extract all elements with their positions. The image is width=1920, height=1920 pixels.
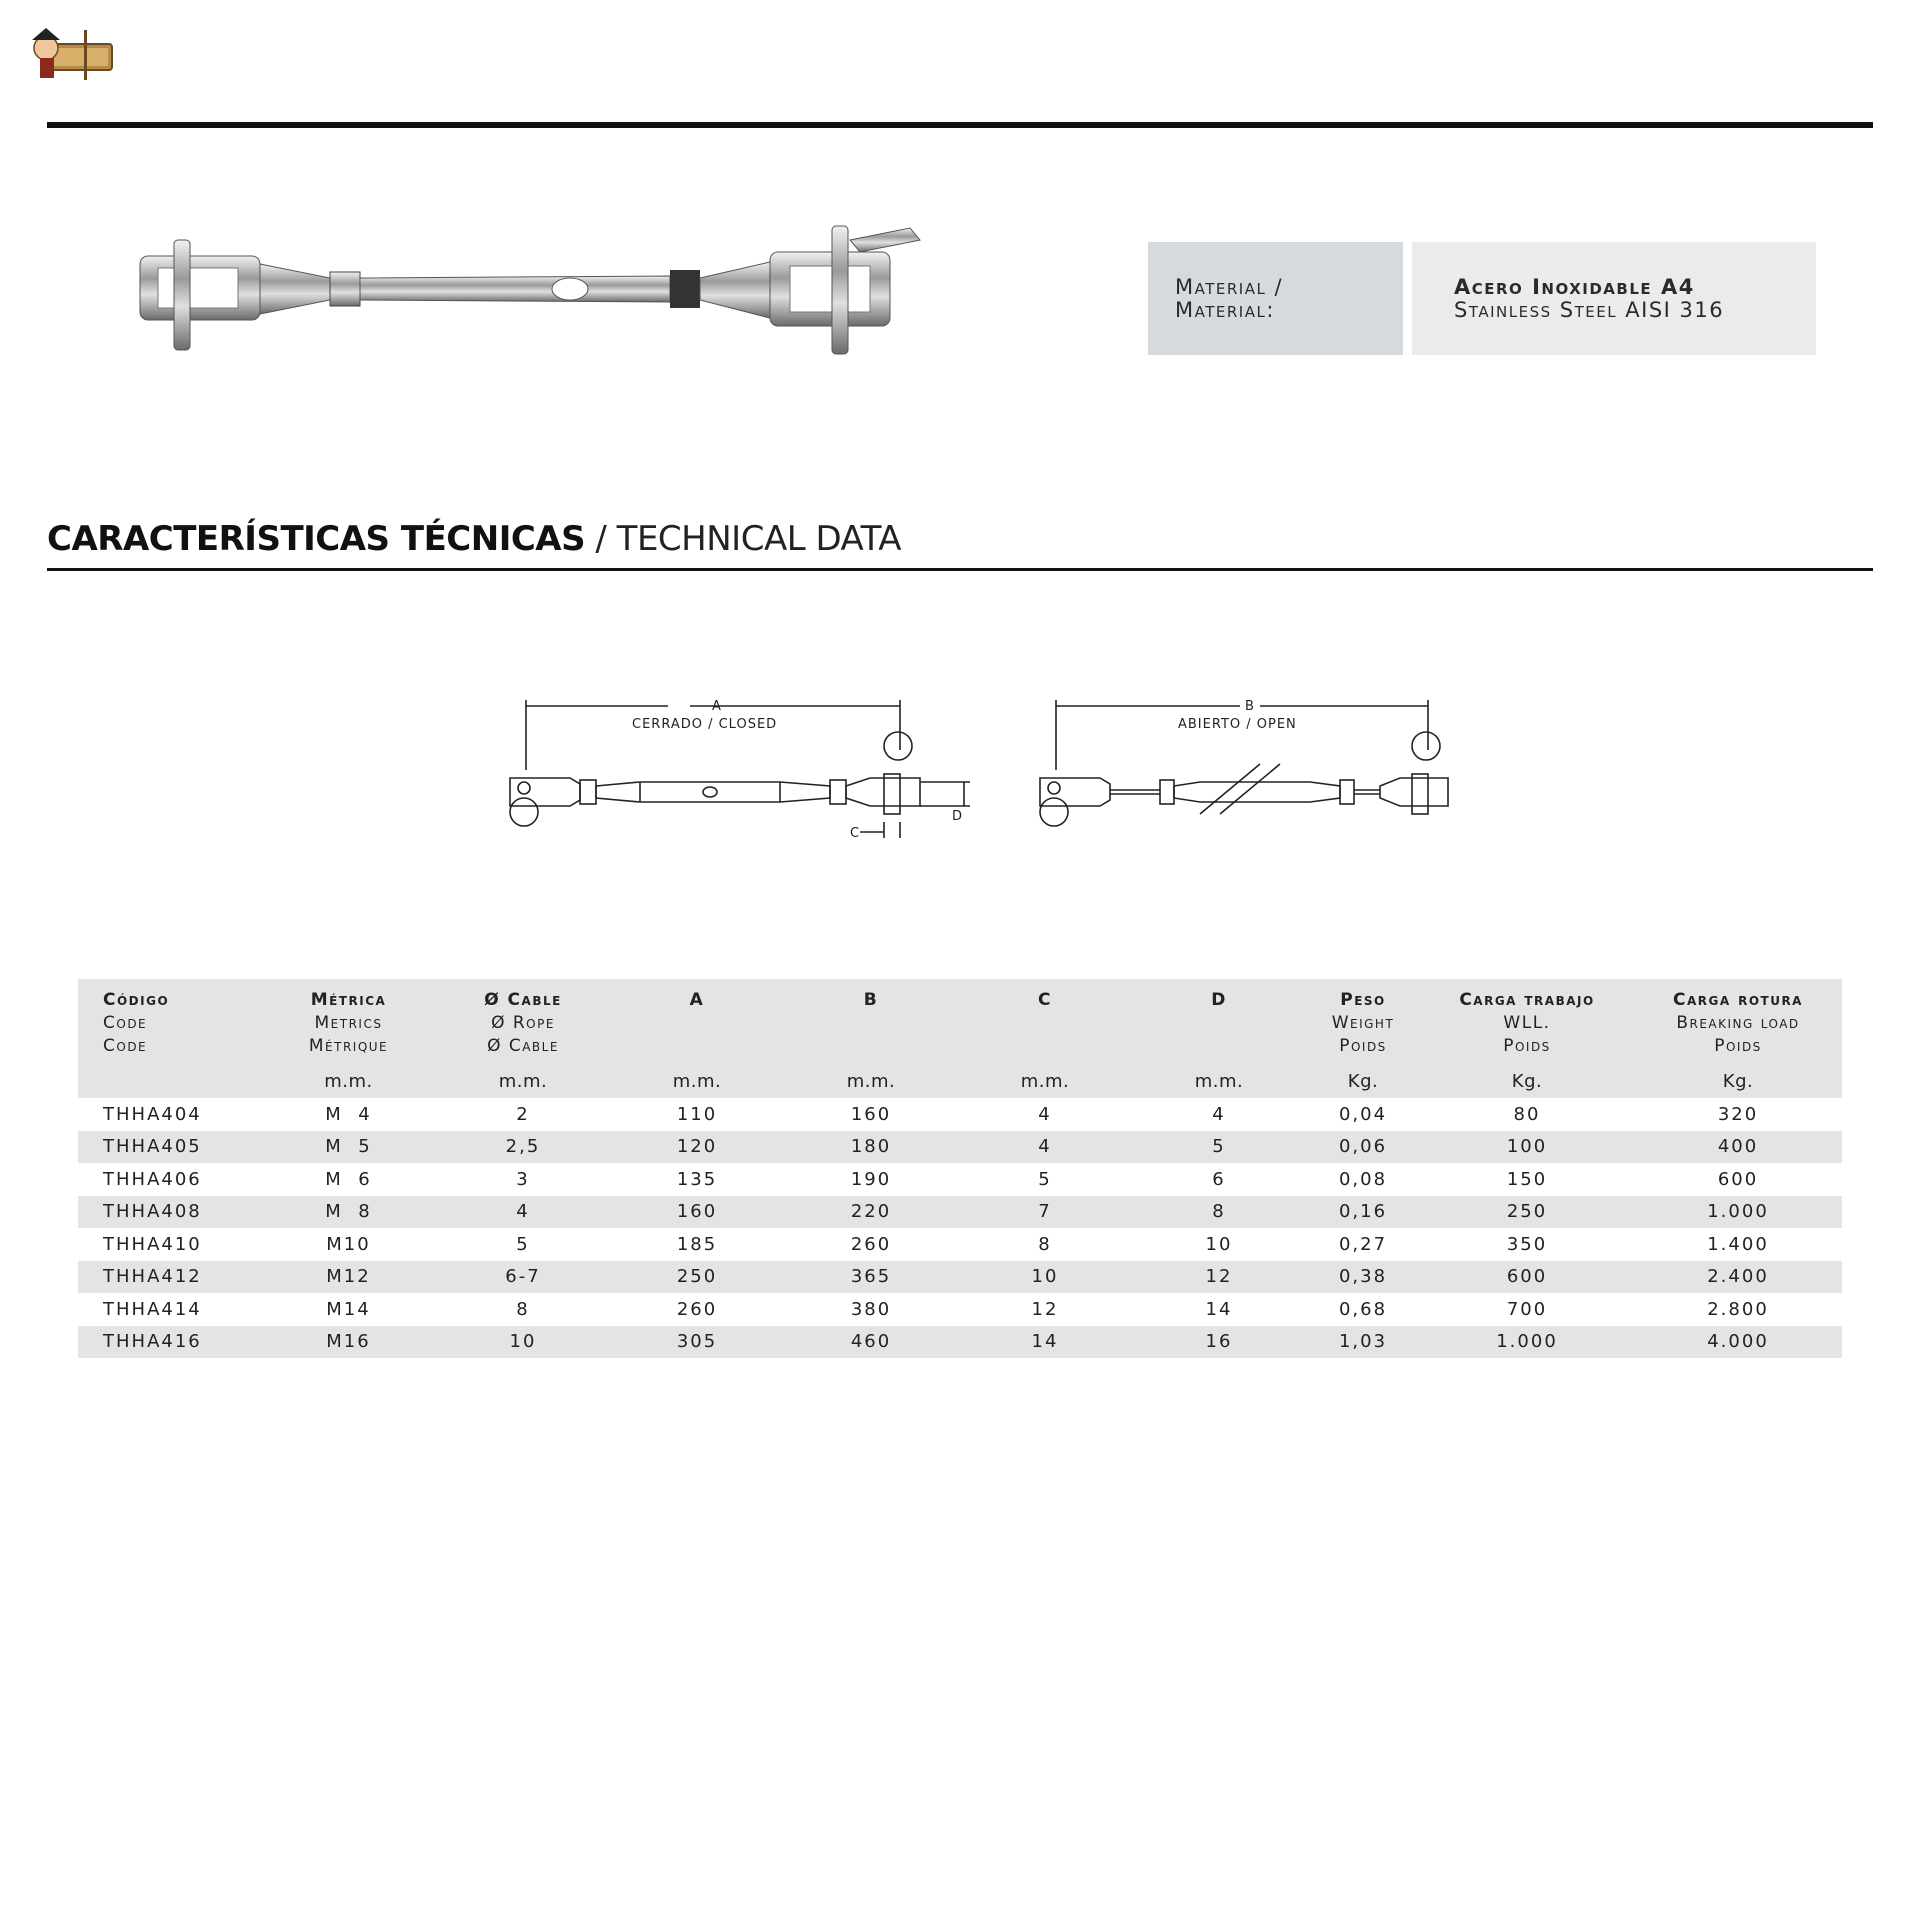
column-header-line: Código bbox=[103, 990, 170, 1010]
table-cell: 1,03 bbox=[1306, 1326, 1420, 1359]
table-cell: 700 bbox=[1506, 1298, 1548, 1320]
table-cell: 190 bbox=[850, 1168, 892, 1190]
table-row bbox=[78, 1326, 1842, 1359]
table-row bbox=[78, 1196, 1842, 1229]
table-cell: THHA410 bbox=[103, 1233, 202, 1255]
table-cell: 2.800 bbox=[1707, 1298, 1769, 1320]
material-value-box bbox=[1412, 242, 1816, 355]
column-header bbox=[1634, 979, 1842, 1058]
table-cell: 400 bbox=[1634, 1131, 1842, 1164]
column-header-line: Breaking load bbox=[1676, 1013, 1800, 1033]
column-header-line bbox=[784, 1035, 958, 1058]
column-header-line: Peso bbox=[1340, 990, 1386, 1010]
table-cell: 3 bbox=[516, 1168, 530, 1190]
column-header-line bbox=[958, 1012, 1132, 1035]
diagram-label-c: C bbox=[850, 826, 861, 841]
table-cell: 150 bbox=[1506, 1168, 1548, 1190]
column-header-line: Poids bbox=[1503, 1036, 1551, 1056]
table-cell: 12 bbox=[1031, 1298, 1059, 1320]
diagram-label-open: ABIERTO / OPEN bbox=[1178, 717, 1297, 732]
column-header bbox=[436, 979, 610, 1058]
table-cell: 1.000 bbox=[1634, 1196, 1842, 1229]
column-header-line bbox=[958, 1035, 1132, 1058]
column-unit: m.m. bbox=[958, 1058, 1132, 1098]
table-cell: 0,06 bbox=[1306, 1131, 1420, 1164]
table-cell: 12 bbox=[1132, 1261, 1306, 1294]
table-cell: M14 bbox=[326, 1298, 371, 1320]
brand-logo bbox=[28, 22, 114, 84]
table-cell: M16 bbox=[261, 1326, 436, 1359]
column-header-line: Métrique bbox=[308, 1036, 389, 1056]
table-row bbox=[78, 1163, 1842, 1196]
table-cell: 600 bbox=[1420, 1261, 1634, 1294]
table-cell: M 8 bbox=[261, 1196, 436, 1229]
table-cell: M10 bbox=[326, 1233, 371, 1255]
column-unit: Kg. bbox=[1634, 1058, 1842, 1098]
table-cell: 5 bbox=[516, 1233, 530, 1255]
table-cell: THHA406 bbox=[103, 1168, 202, 1190]
table-cell: 16 bbox=[1132, 1326, 1306, 1359]
column-header-line: Metrics bbox=[314, 1013, 383, 1033]
table-cell: 100 bbox=[1420, 1131, 1634, 1164]
column-unit: Kg. bbox=[1306, 1058, 1420, 1098]
column-header-line: Ø Cable bbox=[484, 990, 562, 1010]
table-row bbox=[78, 1098, 1842, 1131]
column-header-line: Poids bbox=[1339, 1036, 1387, 1056]
diagram-label-d: D bbox=[952, 809, 964, 824]
column-header-line: Code bbox=[103, 1036, 148, 1056]
column-unit: m.m. bbox=[610, 1058, 784, 1098]
table-cell: THHA414 bbox=[103, 1298, 202, 1320]
column-unit: m.m. bbox=[261, 1058, 436, 1098]
table-cell: 365 bbox=[784, 1261, 958, 1294]
column-header bbox=[1306, 979, 1420, 1058]
table-cell: 180 bbox=[784, 1131, 958, 1164]
column-header-line: B bbox=[863, 990, 879, 1010]
table-cell: 135 bbox=[676, 1168, 718, 1190]
table-cell: 8 bbox=[1132, 1196, 1306, 1229]
column-header-line bbox=[784, 1012, 958, 1035]
column-header bbox=[610, 979, 784, 1058]
material-label-en: Material: bbox=[1175, 298, 1275, 322]
table-cell: 14 bbox=[958, 1326, 1132, 1359]
table-cell: THHA404 bbox=[103, 1103, 202, 1125]
table-cell: M 4 bbox=[325, 1103, 372, 1125]
table-cell: 2.400 bbox=[1634, 1261, 1842, 1294]
column-header-line: Code bbox=[103, 1013, 148, 1033]
column-unit: m.m. bbox=[436, 1058, 610, 1098]
material-value-en: Stainless Steel AISI 316 bbox=[1454, 298, 1725, 322]
table-cell: 0,27 bbox=[1338, 1233, 1388, 1255]
table-cell: 160 bbox=[610, 1196, 784, 1229]
table-cell: 220 bbox=[784, 1196, 958, 1229]
column-header-line: Carga trabajo bbox=[1459, 990, 1595, 1010]
table-cell: 8 bbox=[516, 1298, 530, 1320]
table-cell: 4 bbox=[958, 1131, 1132, 1164]
table-cell: 110 bbox=[676, 1103, 718, 1125]
table-cell: 6-7 bbox=[436, 1261, 610, 1294]
table-cell: 600 bbox=[1717, 1168, 1759, 1190]
column-header-line: Weight bbox=[1331, 1013, 1395, 1033]
table-cell: 320 bbox=[1717, 1103, 1759, 1125]
column-header-line: Poids bbox=[1714, 1036, 1762, 1056]
table-row bbox=[78, 1261, 1842, 1294]
column-header-line: A bbox=[689, 990, 705, 1010]
column-unit: Kg. bbox=[1420, 1058, 1634, 1098]
table-cell: 0,38 bbox=[1306, 1261, 1420, 1294]
table-row bbox=[78, 1131, 1842, 1164]
table-cell: 2,5 bbox=[436, 1131, 610, 1164]
column-unit: m.m. bbox=[784, 1058, 958, 1098]
table-cell: 4 bbox=[436, 1196, 610, 1229]
diagram-label-closed: CERRADO / CLOSED bbox=[632, 717, 778, 732]
table-cell: 4 bbox=[1212, 1103, 1226, 1125]
table-cell: 1.000 bbox=[1420, 1326, 1634, 1359]
dimension-diagram bbox=[500, 690, 1460, 850]
table-cell: 5 bbox=[1038, 1168, 1052, 1190]
column-header bbox=[1132, 979, 1306, 1058]
table-cell: THHA408 bbox=[78, 1196, 261, 1229]
table-cell: 0,68 bbox=[1338, 1298, 1388, 1320]
table-cell: M12 bbox=[261, 1261, 436, 1294]
material-value-es: Acero Inoxidable A4 bbox=[1454, 275, 1695, 299]
table-cell: THHA416 bbox=[78, 1326, 261, 1359]
table-cell: 6 bbox=[1212, 1168, 1226, 1190]
table-cell: 0,08 bbox=[1338, 1168, 1388, 1190]
section-title bbox=[47, 519, 901, 559]
column-header-line bbox=[610, 1035, 784, 1058]
table-cell: 2 bbox=[516, 1103, 530, 1125]
column-header bbox=[78, 979, 261, 1058]
section-title-en: / TECHNICAL DATA bbox=[595, 519, 902, 559]
table-cell: 4 bbox=[1038, 1103, 1052, 1125]
table-cell: 460 bbox=[784, 1326, 958, 1359]
column-header-line: D bbox=[1211, 990, 1227, 1010]
table-cell: 260 bbox=[676, 1298, 718, 1320]
diagram-label-a: A bbox=[712, 699, 722, 714]
table-cell: 250 bbox=[1420, 1196, 1634, 1229]
table-cell: 10 bbox=[1205, 1233, 1233, 1255]
table-cell: 120 bbox=[610, 1131, 784, 1164]
table-cell: 0,16 bbox=[1306, 1196, 1420, 1229]
table-cell: 1.400 bbox=[1707, 1233, 1769, 1255]
column-header-line: Carga rotura bbox=[1673, 990, 1803, 1010]
table-cell: 7 bbox=[958, 1196, 1132, 1229]
table-cell: 10 bbox=[436, 1326, 610, 1359]
material-label-box bbox=[1148, 242, 1403, 355]
technical-data-table bbox=[78, 979, 1842, 1358]
turnbuckle-photo bbox=[130, 218, 1070, 368]
column-unit bbox=[78, 1058, 261, 1098]
column-header-line bbox=[610, 1012, 784, 1035]
table-cell: 0,04 bbox=[1338, 1103, 1388, 1125]
table-cell: 185 bbox=[676, 1233, 718, 1255]
table-cell: 380 bbox=[850, 1298, 892, 1320]
table-cell: 10 bbox=[958, 1261, 1132, 1294]
table-row bbox=[78, 1293, 1842, 1326]
column-header bbox=[784, 979, 958, 1058]
table-body bbox=[78, 1098, 1842, 1358]
table-cell: 160 bbox=[850, 1103, 892, 1125]
table-cell: THHA412 bbox=[78, 1261, 261, 1294]
section-title-es: CARACTERÍSTICAS TÉCNICAS bbox=[47, 519, 586, 559]
top-rule bbox=[47, 122, 1873, 128]
table-cell: THHA405 bbox=[78, 1131, 261, 1164]
table-cell: 14 bbox=[1205, 1298, 1233, 1320]
column-header bbox=[1420, 979, 1634, 1058]
table-cell: 260 bbox=[850, 1233, 892, 1255]
material-label-es: Material / bbox=[1175, 275, 1284, 299]
table-cell: 80 bbox=[1513, 1103, 1541, 1125]
table-cell: 5 bbox=[1132, 1131, 1306, 1164]
table-cell: 4.000 bbox=[1634, 1326, 1842, 1359]
table-header-row bbox=[78, 979, 1842, 1058]
table-cell: M 6 bbox=[325, 1168, 372, 1190]
diagram-label-b: B bbox=[1245, 699, 1255, 714]
table-cell: M 5 bbox=[261, 1131, 436, 1164]
table-cell: 8 bbox=[1038, 1233, 1052, 1255]
table-cell: 250 bbox=[610, 1261, 784, 1294]
column-header-line: WLL. bbox=[1503, 1013, 1551, 1033]
column-header-line bbox=[1132, 1035, 1306, 1058]
column-header bbox=[261, 979, 436, 1058]
column-header-line bbox=[1132, 1012, 1306, 1035]
column-header-line: Ø Cable bbox=[487, 1036, 559, 1056]
column-header-line: Métrica bbox=[310, 990, 387, 1010]
column-header-line: C bbox=[1038, 990, 1052, 1010]
column-unit: m.m. bbox=[1132, 1058, 1306, 1098]
column-header-line: Ø Rope bbox=[491, 1013, 555, 1033]
column-header bbox=[958, 979, 1132, 1058]
table-cell: 305 bbox=[610, 1326, 784, 1359]
table-units-row bbox=[78, 1058, 1842, 1098]
table-row bbox=[78, 1228, 1842, 1261]
table-cell: 350 bbox=[1506, 1233, 1548, 1255]
section-rule bbox=[47, 568, 1873, 571]
